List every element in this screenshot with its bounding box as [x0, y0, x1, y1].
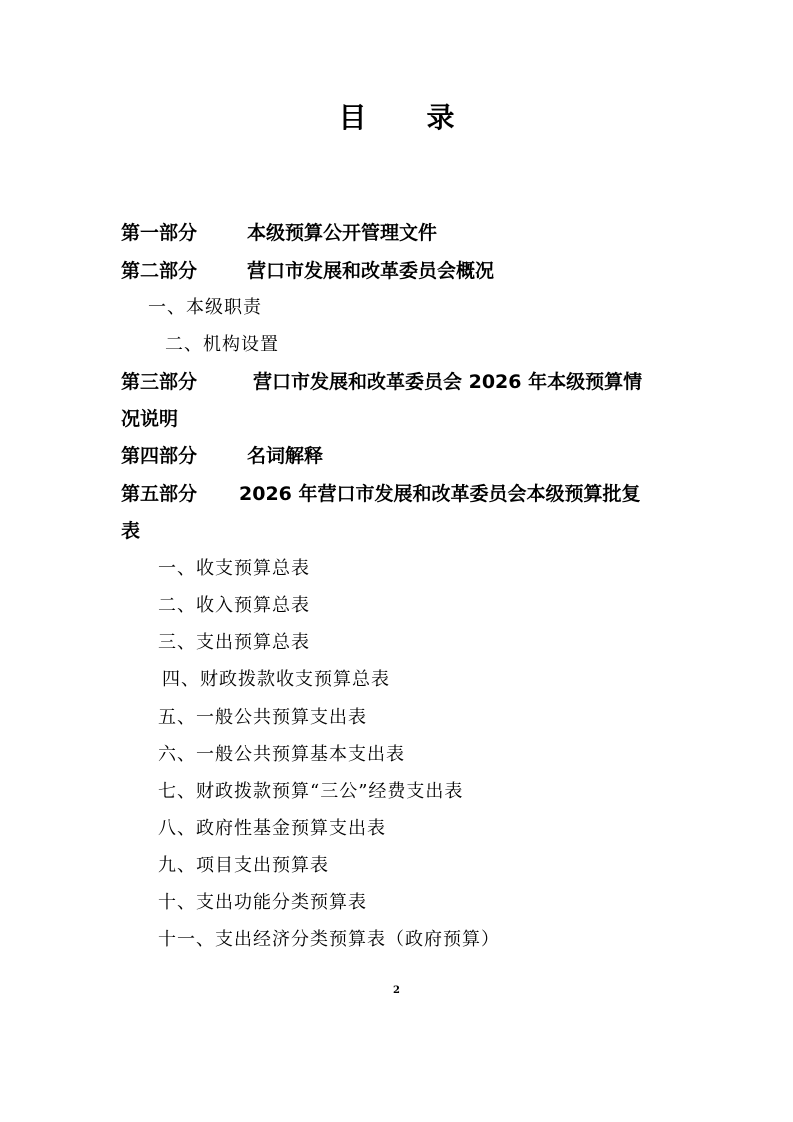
part-label: 第五部分 — [121, 483, 198, 505]
toc-item[interactable]: 三、支出预算总表 — [158, 632, 310, 653]
part-label: 第一部分 — [121, 222, 198, 244]
toc-part-4[interactable] — [121, 443, 323, 469]
toc-item[interactable]: 八、政府性基金预算支出表 — [158, 818, 386, 839]
page-number: 2 — [393, 985, 400, 996]
toc-part-2[interactable] — [121, 258, 494, 284]
toc-item[interactable]: 四、财政拨款收支预算总表 — [162, 669, 390, 690]
part-text: 2026 年营口市发展和改革委员会本级预算批复 — [239, 483, 641, 505]
toc-item[interactable]: 二、机构设置 — [165, 334, 279, 355]
toc-item[interactable]: 九、项目支出预算表 — [158, 855, 329, 876]
toc-item[interactable]: 二、收入预算总表 — [158, 595, 310, 616]
part-label: 第二部分 — [121, 260, 198, 282]
toc-part-3-continued: 况说明 — [121, 408, 179, 430]
title-char-1: 目 — [338, 101, 367, 134]
toc-item[interactable]: 一、本级职责 — [148, 297, 262, 318]
toc-part-5[interactable] — [121, 481, 641, 507]
part-label: 第四部分 — [121, 445, 198, 467]
toc-item[interactable]: 一、收支预算总表 — [158, 558, 310, 579]
part-text: 营口市发展和改革委员会 2026 年本级预算情 — [253, 371, 643, 393]
page-title — [0, 96, 793, 136]
part-text: 营口市发展和改革委员会概况 — [247, 260, 495, 282]
toc-part-5-continued: 表 — [121, 520, 141, 542]
toc-item[interactable]: 十、支出功能分类预算表 — [158, 892, 367, 913]
title-char-2: 录 — [426, 101, 455, 134]
toc-item[interactable]: 七、财政拨款预算“三公”经费支出表 — [158, 781, 464, 802]
toc-item[interactable]: 五、一般公共预算支出表 — [158, 707, 367, 728]
part-text: 本级预算公开管理文件 — [247, 222, 438, 244]
toc-item[interactable]: 十一、支出经济分类预算表（政府预算） — [158, 929, 500, 950]
toc-item[interactable]: 六、一般公共预算基本支出表 — [158, 744, 405, 765]
toc-part-1[interactable] — [121, 220, 437, 246]
part-label: 第三部分 — [121, 371, 198, 393]
toc-part-3[interactable] — [121, 369, 642, 395]
part-text: 名词解释 — [247, 445, 324, 467]
